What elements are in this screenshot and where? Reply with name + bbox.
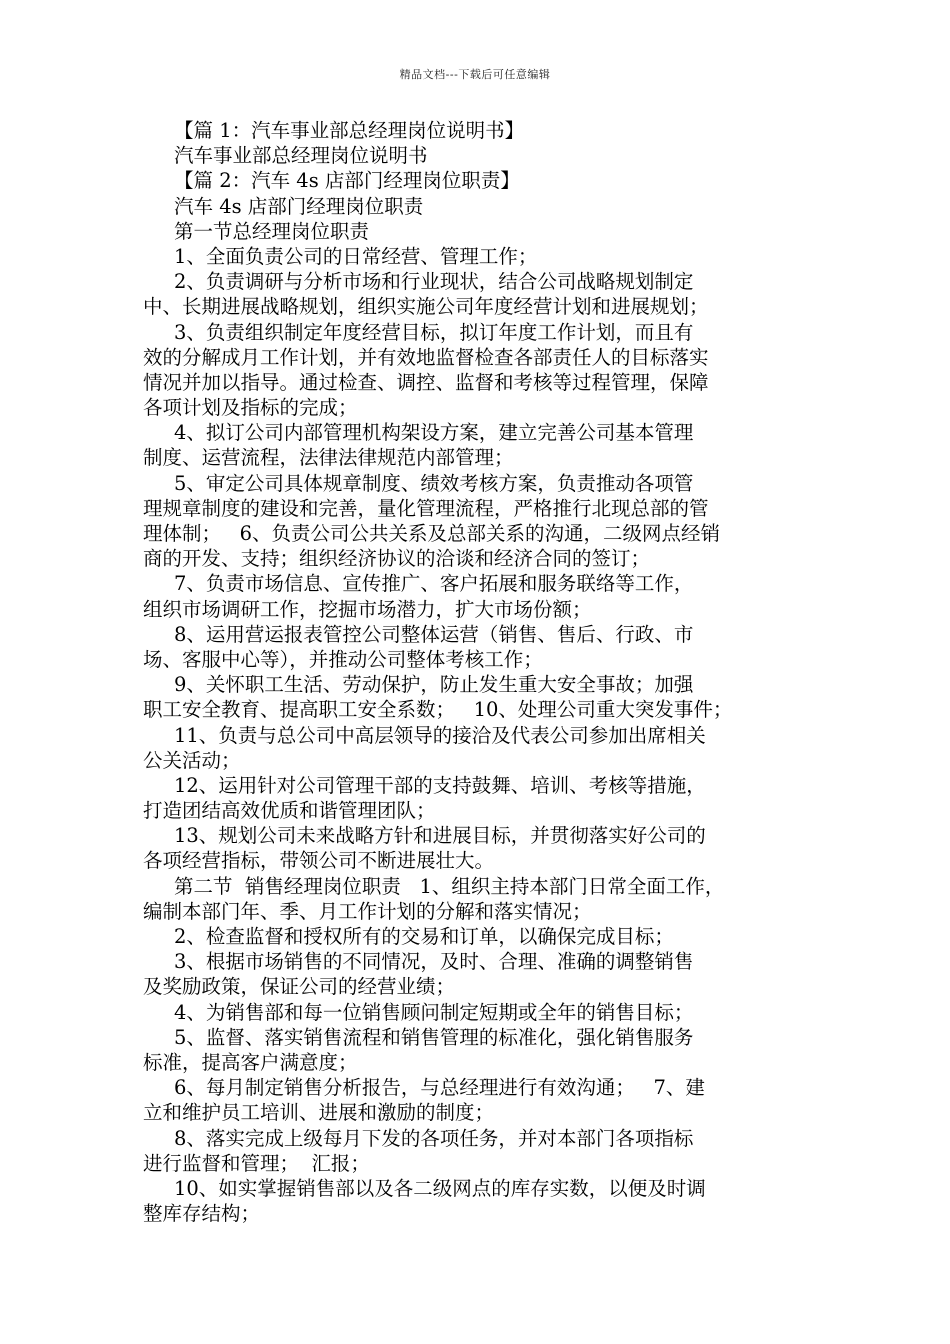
text-line: 编制本部门年、季、月工作计划的分解和落实情况； xyxy=(143,899,592,923)
text-line: 汽车事业部总经理岗位说明书 xyxy=(143,144,428,168)
text-line: 公关活动； xyxy=(143,748,241,772)
text-line: 中、长期进展战略规划，组织实施公司年度经营计划和进展规划； xyxy=(143,295,709,319)
text-line: 12、运用针对公司管理干部的支持鼓舞、培训、考核等措施， xyxy=(143,773,706,797)
text-line: 标准，提高客户满意度； xyxy=(143,1050,358,1074)
text-line: 7、负责市场信息、宣传推广、客户拓展和服务联络等工作， xyxy=(143,572,694,596)
text-line: 整库存结构； xyxy=(143,1202,261,1226)
text-line: 2、检查监督和授权所有的交易和订单，以确保完成目标； xyxy=(143,925,674,948)
text-line: 10、如实掌握销售部以及各二级网点的库存实数，以便及时调 xyxy=(143,1176,706,1200)
text-line: 打造团结高效优质和谐管理团队； xyxy=(143,799,436,823)
text-line: 【篇 2：汽车 4s 店部门经理岗位职责】 xyxy=(143,169,520,193)
text-line: 4、拟订公司内部管理机构架设方案，建立完善公司基本管理 xyxy=(143,421,694,445)
text-line: 制度、运营流程，法律法律规范内部管理； xyxy=(143,446,514,470)
text-line: 各项计划及指标的完成； xyxy=(143,396,358,420)
document-body xyxy=(143,118,808,1226)
text-line: 及奖励政策，保证公司的经营业绩； xyxy=(143,975,456,999)
text-line: 5、监督、落实销售流程和销售管理的标准化，强化销售服务 xyxy=(143,1025,694,1049)
text-line: 4、为销售部和每一位销售顾问制定短期或全年的销售目标； xyxy=(143,1000,694,1024)
text-line: 情况并加以指导。通过检查、调控、监督和考核等过程管理，保障 xyxy=(143,370,709,394)
text-line: 8、落实完成上级每月下发的各项任务，并对本部门各项指标 xyxy=(143,1126,694,1150)
text-line: 8、运用营运报表管控公司整体运营（销售、售后、行政、市 xyxy=(143,622,694,646)
text-line: 6、每月制定销售分析报告，与总经理进行有效沟通； 7、建 xyxy=(143,1076,705,1100)
text-line: 11、负责与总公司中高层领导的接洽及代表公司参加出席相关 xyxy=(143,723,706,747)
page-header: 精品文档---下载后可任意编辑 xyxy=(399,68,551,81)
text-line: 9、关怀职工生活、劳动保护，防止发生重大安全事故；加强 xyxy=(143,673,694,697)
text-line: 3、根据市场销售的不同情况，及时、合理、准确的调整销售 xyxy=(143,950,694,974)
text-line: 13、规划公司未来战略方针和进展目标，并贯彻落实好公司的 xyxy=(143,824,706,848)
text-line: 商的开发、支持；组织经济协议的洽谈和经济合同的签订； xyxy=(143,547,651,571)
text-line: 1、全面负责公司的日常经营、管理工作； xyxy=(143,244,538,268)
text-line: 进行监督和管理； 汇报； xyxy=(143,1151,370,1175)
text-line: 3、负责组织制定年度经营目标，拟订年度工作计划，而且有 xyxy=(143,320,694,344)
text-line: 【篇 1：汽车事业部总经理岗位说明书】 xyxy=(143,119,525,142)
text-line: 效的分解成月工作计划，并有效地监督检查各部责任人的目标落实 xyxy=(143,345,709,369)
text-line: 第二节 销售经理岗位职责 1、组织主持本部门日常全面工作， xyxy=(143,874,725,898)
text-line: 职工安全教育、提高职工安全系数； 10、处理公司重大突发事件； xyxy=(143,698,733,722)
text-line: 第一节总经理岗位职责 xyxy=(143,219,369,243)
text-line: 汽车 4s 店部门经理岗位职责 xyxy=(143,194,424,218)
text-line: 5、审定公司具体规章制度、绩效考核方案，负责推动各项管 xyxy=(143,471,694,495)
text-line: 理体制； 6、负责公司公共关系及总部关系的沟通，二级网点经销 xyxy=(143,522,721,545)
text-line: 理规章制度的建设和完善，量化管理流程，严格推行北现总部的管 xyxy=(143,496,709,520)
text-line: 立和维护员工培训、进展和激励的制度； xyxy=(143,1101,495,1125)
text-line: 组织市场调研工作，挖掘市场潜力，扩大市场份额； xyxy=(143,597,592,621)
text-line: 各项经营指标，带领公司不断进展壮大。 xyxy=(143,849,495,873)
text-line: 2、负责调研与分析市场和行业现状，结合公司战略规划制定 xyxy=(143,270,694,294)
text-line: 场、客服中心等），并推动公司整体考核工作； xyxy=(143,647,543,671)
